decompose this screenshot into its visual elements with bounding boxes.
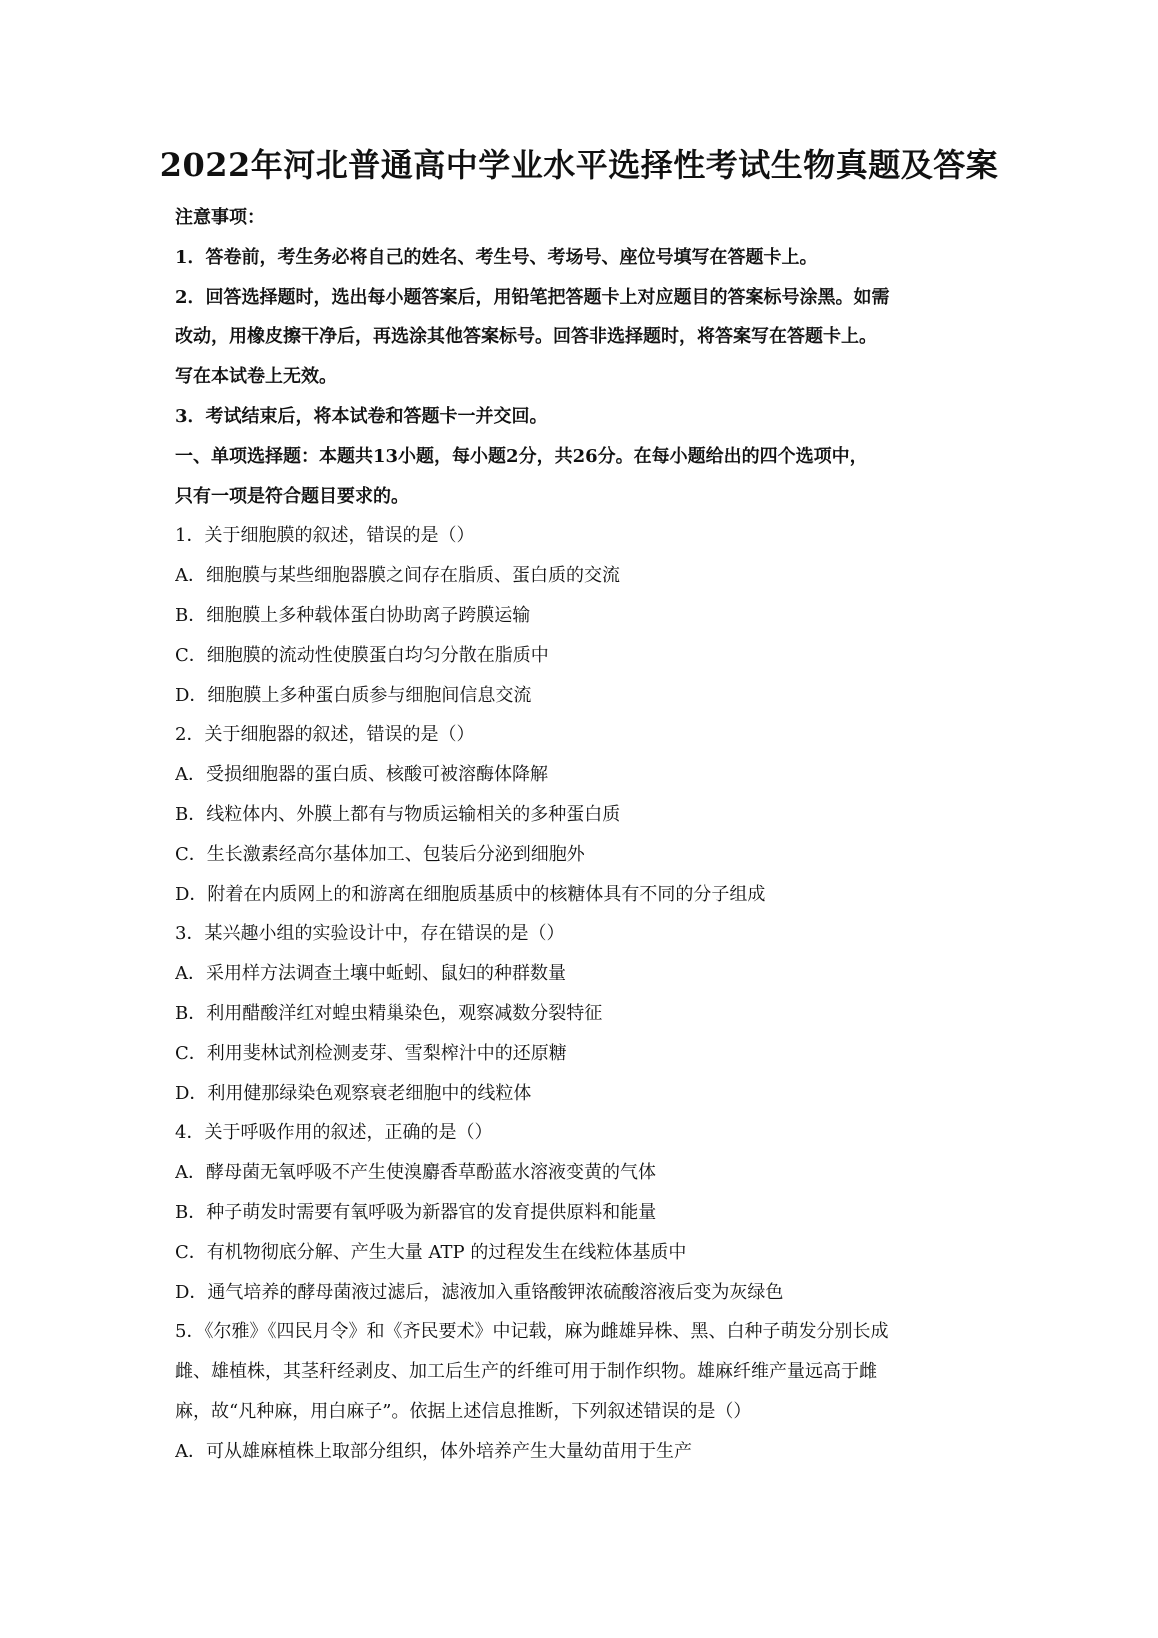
notice-item-1: 1．答卷前，考生务必将自己的姓名、考生号、考场号、座位号填写在答题卡上。 — [175, 246, 818, 268]
question-2-option-d: D．附着在内质网上的和游离在细胞质基质中的核糖体具有不同的分子组成 — [175, 883, 766, 905]
question-4-option-b: B．种子萌发时需要有氧呼吸为新器官的发育提供原料和能量 — [175, 1201, 657, 1223]
question-1-stem: 1．关于细胞膜的叙述，错误的是（） — [175, 525, 475, 547]
question-4-stem: 4．关于呼吸作用的叙述，正确的是（） — [175, 1122, 493, 1144]
document-body — [175, 198, 995, 1472]
notice-item-3: 3．考试结束后，将本试卷和答题卡一并交回。 — [175, 405, 548, 427]
question-3-option-c: C．利用斐林试剂检测麦芽、雪梨榨汁中的还原糖 — [175, 1042, 567, 1064]
question-2-option-c: C．生长激素经高尔基体加工、包装后分泌到细胞外 — [175, 843, 585, 865]
question-1-option-b: B．细胞膜上多种载体蛋白协助离子跨膜运输 — [175, 604, 531, 626]
question-5-option-a: A．可从雄麻植株上取部分组织，体外培养产生大量幼苗用于生产 — [175, 1440, 692, 1462]
question-1-option-c: C．细胞膜的流动性使膜蛋白均匀分散在脂质中 — [175, 644, 549, 666]
notice-item-2-line-1: 2．回答选择题时，选出每小题答案后，用铅笔把答题卡上对应题目的答案标号涂黑。如需 — [175, 286, 890, 308]
question-4-option-d: D．通气培养的酵母菌液过滤后，滤液加入重铬酸钾浓硫酸溶液后变为灰绿色 — [175, 1281, 784, 1303]
section-1-heading-line-1: 一、单项选择题：本题共13小题，每小题2分，共26分。在每小题给出的四个选项中， — [175, 445, 868, 467]
question-3-option-a: A．采用样方法调查土壤中蚯蚓、鼠妇的种群数量 — [175, 963, 566, 985]
question-3-option-b: B．利用醋酸洋红对蝗虫精巢染色，观察减数分裂特征 — [175, 1002, 603, 1024]
question-2-stem: 2．关于细胞器的叙述，错误的是（） — [175, 724, 475, 746]
question-2-option-b: B．线粒体内、外膜上都有与物质运输相关的多种蛋白质 — [175, 803, 621, 825]
question-5-stem-line-1: 5．《尔雅》《四民月令》和《齐民要术》中记载，麻为雌雄异株、黑、白种子萌发分别长成 — [175, 1321, 889, 1343]
section-1-heading-line-2: 只有一项是符合题目要求的。 — [175, 485, 409, 507]
notice-item-2-line-2: 改动，用橡皮擦干净后，再选涂其他答案标号。回答非选择题时，将答案写在答题卡上。 — [175, 326, 877, 348]
question-3-stem: 3．某兴趣小组的实验设计中，存在错误的是（） — [175, 923, 565, 945]
notice-heading: 注意事项： — [175, 207, 265, 228]
question-5-stem-line-2: 雌、雄植株，其茎秆经剥皮、加工后生产的纤维可用于制作织物。雄麻纤维产量远高于雌 — [175, 1361, 877, 1383]
question-3-option-d: D．利用健那绿染色观察衰老细胞中的线粒体 — [175, 1082, 532, 1104]
document-title: 2022年河北普通高中学业水平选择性考试生物真题及答案 — [159, 146, 999, 184]
question-4-option-c: C．有机物彻底分解、产生大量 ATP 的过程发生在线粒体基质中 — [175, 1241, 687, 1263]
question-1-option-d: D．细胞膜上多种蛋白质参与细胞间信息交流 — [175, 684, 532, 706]
question-2-option-a: A．受损细胞器的蛋白质、核酸可被溶酶体降解 — [175, 764, 548, 786]
notice-item-2-line-3: 写在本试卷上无效。 — [175, 366, 337, 388]
question-5-stem-line-3: 麻，故“凡种麻，用白麻子”。依据上述信息推断，下列叙述错误的是（） — [175, 1400, 752, 1422]
question-1-option-a: A．细胞膜与某些细胞器膜之间存在脂质、蛋白质的交流 — [175, 565, 620, 587]
question-4-option-a: A．酵母菌无氧呼吸不产生使溴麝香草酚蓝水溶液变黄的气体 — [175, 1162, 656, 1184]
